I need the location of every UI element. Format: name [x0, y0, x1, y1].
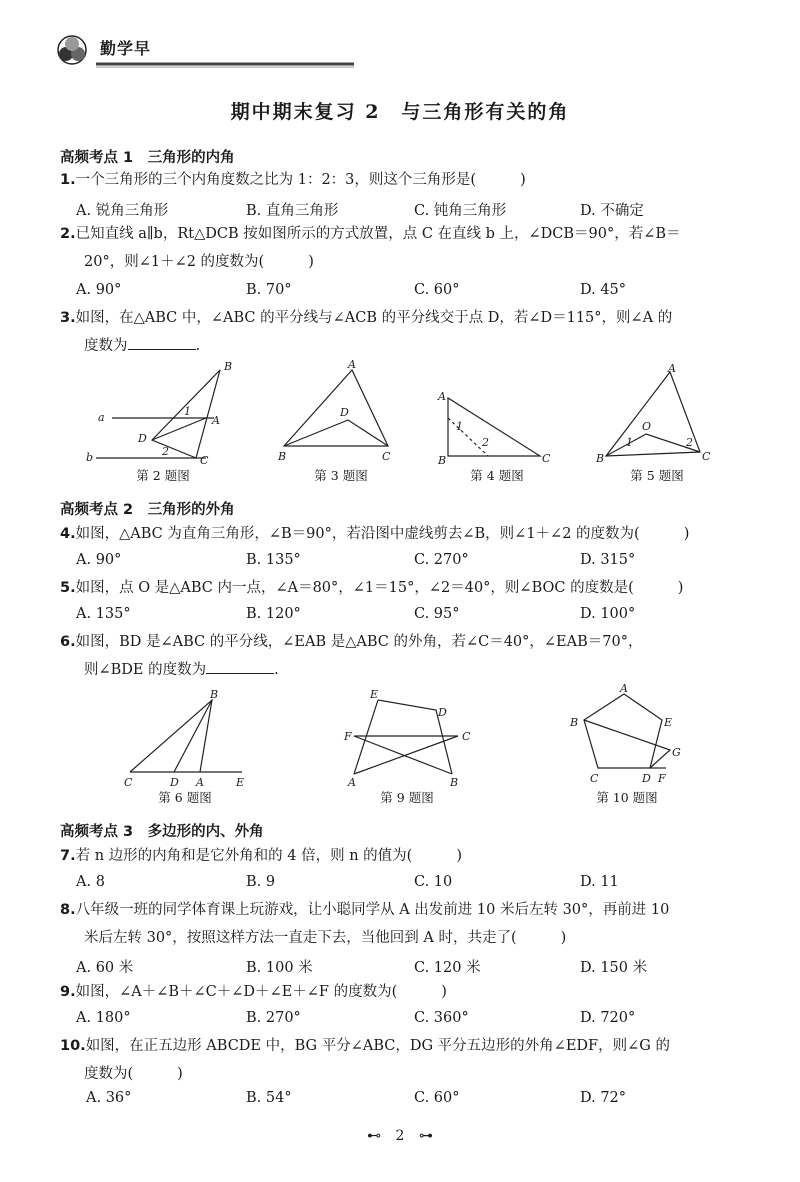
- question-paren: ): [308, 254, 314, 270]
- question-text: 已知直线 a∥b，Rt△DCB 按如图所示的方式放置，点 C 在直线 b 上，∠DCB＝90°，若∠B＝: [75, 226, 681, 242]
- label-a: a: [98, 411, 105, 424]
- question-paren: ): [456, 848, 462, 864]
- question-7: [60, 842, 752, 870]
- figure-2: [86, 358, 246, 468]
- option-d: D. 720°: [580, 1010, 636, 1026]
- label-C: C: [462, 730, 471, 743]
- label-E: E: [236, 776, 245, 789]
- label-C: C: [590, 772, 599, 785]
- label-D: D: [340, 406, 349, 419]
- label-A: A: [348, 776, 356, 789]
- page-footer: [0, 1128, 800, 1144]
- question-period: .: [274, 662, 279, 678]
- label-b: b: [86, 451, 94, 464]
- option-a: A. 锐角三角形: [76, 203, 169, 219]
- question-paren: ): [560, 930, 567, 946]
- option-b: B. 120°: [246, 606, 301, 622]
- option-a: A. 90°: [76, 282, 122, 298]
- label-D: D: [438, 706, 447, 719]
- option-c: C. 360°: [414, 1010, 469, 1026]
- label-A: A: [212, 414, 220, 427]
- option-c: C. 钝角三角形: [414, 203, 507, 219]
- answer-blank: [206, 659, 274, 674]
- question-text-cont: 20°，则∠1＋∠2 的度数为(: [84, 254, 265, 270]
- question-6: [60, 628, 752, 684]
- label-A: A: [668, 362, 676, 375]
- question-number: 7.: [60, 848, 76, 864]
- question-number: 9.: [60, 984, 76, 1000]
- question-number: 2.: [60, 226, 76, 242]
- figure-5: [594, 362, 724, 466]
- label-C: C: [124, 776, 133, 789]
- question-text-cont: 度数为: [84, 338, 128, 354]
- question-1: [60, 166, 752, 194]
- figure-9: [340, 688, 480, 790]
- option-a: A. 60 米: [76, 960, 134, 976]
- label-F: F: [658, 772, 666, 785]
- question-text-cont: 米后左转 30°，按照这样方法一直走下去，当他回到 A 时，共走了(: [84, 930, 517, 946]
- segments-bg-dg: [584, 720, 670, 768]
- label-B: B: [278, 450, 287, 463]
- section-heading-3: 高频考点 3 多边形的内、外角: [60, 824, 264, 840]
- question-2: [60, 220, 752, 276]
- question-5: [60, 574, 752, 602]
- option-b: B. 直角三角形: [246, 203, 339, 219]
- question-number: 1.: [60, 172, 76, 188]
- figure-4: [434, 388, 564, 468]
- caption-fig-2: 第 2 题图: [136, 468, 190, 483]
- question-number: 5.: [60, 580, 76, 596]
- question-3: [60, 304, 752, 360]
- option-d: D. 150 米: [580, 960, 648, 976]
- label-angle-2: 2: [686, 436, 693, 449]
- option-a: A. 36°: [86, 1090, 132, 1106]
- page-title: 期中期末复习 2 与三角形有关的角: [230, 101, 570, 123]
- label-D: D: [642, 772, 651, 785]
- question-text: 若 n 边形的内角和是它外角和的 4 倍，则 n 的值为(: [75, 848, 413, 864]
- question-text: 如图，∠A＋∠B＋∠C＋∠D＋∠E＋∠F 的度数为(: [75, 984, 398, 1000]
- option-c: C. 60°: [414, 1090, 460, 1106]
- caption-fig-6: 第 6 题图: [158, 790, 212, 805]
- question-text-cont: 度数为(: [84, 1066, 134, 1082]
- label-D: D: [170, 776, 179, 789]
- option-d: D. 72°: [580, 1090, 627, 1106]
- option-d: D. 315°: [580, 552, 636, 568]
- label-B: B: [450, 776, 459, 789]
- option-b: B. 100 米: [246, 960, 313, 976]
- question-paren: ): [677, 580, 684, 596]
- brand-name: 勤学早: [100, 39, 152, 58]
- figure-10: [566, 684, 696, 790]
- question-text: 如图，在△ABC 中，∠ABC 的平分线与∠ACB 的平分线交于点 D，若∠D＝115°，则∠A 的: [75, 310, 673, 326]
- option-c: C. 10: [414, 874, 453, 890]
- label-angle-2: 2: [482, 436, 489, 449]
- question-number: 3.: [60, 310, 76, 326]
- sides-cb-ba: [130, 700, 212, 772]
- option-d: D. 不确定: [580, 203, 644, 219]
- caption-fig-10: 第 10 题图: [596, 790, 658, 805]
- label-G: G: [672, 746, 681, 759]
- question-text: 一个三角形的三个内角度数之比为 1：2：3，则这个三角形是(: [75, 172, 477, 188]
- caption-fig-4: 第 4 题图: [470, 468, 524, 483]
- label-F: F: [344, 730, 352, 743]
- label-A: A: [620, 684, 628, 695]
- section-heading-1: 高频考点 1 三角形的内角: [60, 150, 235, 166]
- option-d: D. 100°: [580, 606, 636, 622]
- option-b: B. 135°: [246, 552, 301, 568]
- footer-ornament-left: ⊷: [367, 1128, 382, 1144]
- option-b: B. 70°: [246, 282, 292, 298]
- option-c: C. 120 米: [414, 960, 481, 976]
- caption-fig-9: 第 9 题图: [380, 790, 434, 805]
- page-number: 2: [395, 1128, 405, 1144]
- question-9: [60, 978, 752, 1006]
- question-4: [60, 520, 752, 548]
- option-a: A. 180°: [76, 1010, 131, 1026]
- question-number: 6.: [60, 634, 76, 650]
- option-b: B. 54°: [246, 1090, 292, 1106]
- label-angle-1: 1: [626, 436, 633, 449]
- option-d: D. 11: [580, 874, 619, 890]
- question-text: 如图，点 O 是△ABC 内一点，∠A＝80°，∠1＝15°，∠2＝40°，则∠BOC 的度数是(: [75, 580, 634, 596]
- question-period: .: [195, 338, 201, 354]
- option-a: A. 135°: [76, 606, 131, 622]
- question-paren: ): [683, 526, 690, 542]
- label-B: B: [210, 688, 219, 701]
- label-C: C: [200, 454, 209, 467]
- label-O: O: [642, 420, 652, 433]
- figure-3: [274, 358, 404, 468]
- question-text: 八年级一班的同学体育课上玩游戏，让小聪同学从 A 出发前进 10 米后左转 30°，再前进 10: [75, 902, 670, 918]
- label-A: A: [438, 390, 446, 403]
- line-dc-extension: [152, 418, 206, 440]
- question-number: 10.: [60, 1038, 86, 1054]
- option-c: C. 270°: [414, 552, 469, 568]
- question-number: 8.: [60, 902, 76, 918]
- pentagon-abcde: [584, 694, 662, 768]
- question-8: [60, 896, 752, 952]
- label-angle-1: 1: [184, 405, 191, 418]
- answer-blank: [128, 335, 196, 350]
- label-E: E: [370, 688, 379, 701]
- question-text: 如图，△ABC 为直角三角形，∠B＝90°，若沿图中虚线剪去∠B，则∠1＋∠2 的度数为(: [75, 526, 640, 542]
- option-c: C. 60°: [414, 282, 460, 298]
- triangle-abc: [284, 370, 388, 446]
- label-C: C: [382, 450, 391, 463]
- label-B: B: [438, 454, 447, 467]
- label-C: C: [542, 452, 551, 465]
- figure-6: [118, 688, 258, 790]
- label-A: A: [196, 776, 204, 789]
- label-B: B: [596, 452, 605, 465]
- label-C: C: [702, 450, 711, 463]
- label-angle-2: 2: [162, 445, 169, 458]
- option-c: C. 95°: [414, 606, 460, 622]
- question-paren: ): [177, 1066, 183, 1082]
- footer-ornament-right: ⊶: [418, 1128, 433, 1144]
- question-text: 如图，在正五边形 ABCDE 中，BG 平分∠ABC，DG 平分五边形的外角∠EDF，则∠G 的: [85, 1038, 670, 1054]
- label-D: D: [138, 432, 147, 445]
- brand-logo: [48, 24, 358, 68]
- question-paren: ): [441, 984, 447, 1000]
- option-b: B. 9: [246, 874, 276, 890]
- question-paren: ): [520, 172, 526, 188]
- section-heading-2: 高频考点 2 三角形的外角: [60, 502, 235, 518]
- option-d: D. 45°: [580, 282, 627, 298]
- question-10: [60, 1032, 752, 1088]
- bisectors-bd-cd: [284, 420, 388, 446]
- option-b: B. 270°: [246, 1010, 301, 1026]
- option-a: A. 90°: [76, 552, 122, 568]
- question-text-cont: 则∠BDE 的度数为: [84, 662, 207, 678]
- label-angle-1: 1: [456, 420, 463, 433]
- caption-fig-5: 第 5 题图: [630, 468, 684, 483]
- caption-fig-3: 第 3 题图: [314, 468, 368, 483]
- question-text: 如图，BD 是∠ABC 的平分线，∠EAB 是△ABC 的外角，若∠C＝40°，∠EAB＝70°，: [75, 634, 643, 650]
- label-A: A: [348, 358, 356, 371]
- label-E: E: [664, 716, 673, 729]
- option-a: A. 8: [76, 874, 105, 890]
- label-B: B: [224, 360, 233, 373]
- label-B: B: [570, 716, 579, 729]
- question-number: 4.: [60, 526, 76, 542]
